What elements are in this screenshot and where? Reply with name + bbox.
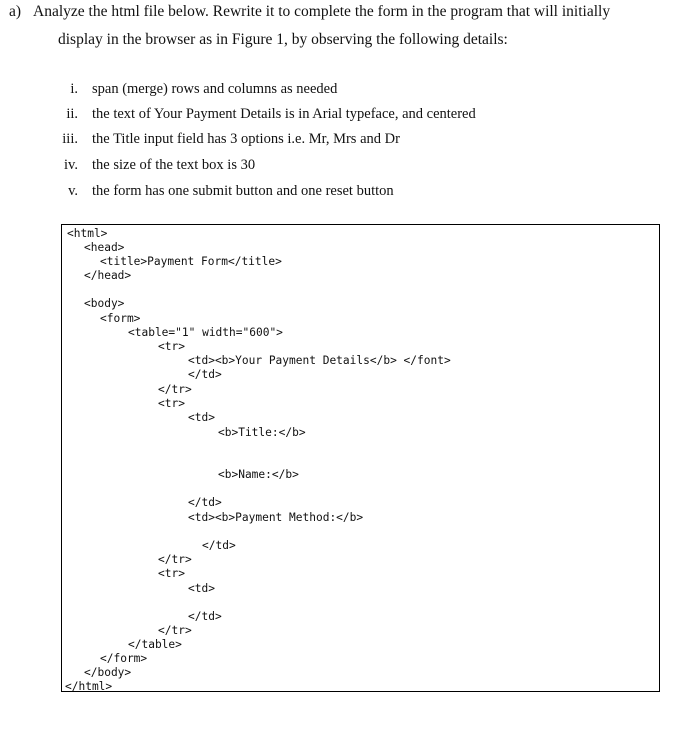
code-line: </td> <box>188 368 222 381</box>
requirement-number: iii. <box>62 131 78 147</box>
code-line: <tr> <box>158 567 185 580</box>
question-text-line-2: display in the browser as in Figure 1, by observing the following details: <box>58 31 508 48</box>
requirement-number: ii. <box>66 106 78 122</box>
requirement-number: i. <box>70 81 78 97</box>
question-label: a) <box>9 3 22 20</box>
code-line: <head> <box>84 241 125 254</box>
code-line: </body> <box>84 666 132 679</box>
code-line: <body> <box>84 297 125 310</box>
requirement-text: the Title input field has 3 options i.e. Mr, Mrs and Dr <box>92 131 400 147</box>
code-line: </form> <box>100 652 148 665</box>
code-line: <b>Name:</b> <box>218 468 299 481</box>
requirement-number: iv. <box>64 157 78 173</box>
code-line: </table> <box>128 638 182 651</box>
code-line: </tr> <box>158 383 192 396</box>
code-line: <title>Payment Form</title> <box>100 255 282 268</box>
code-line: <table="1" width="600"> <box>128 326 283 339</box>
code-line: </tr> <box>158 624 192 637</box>
question-text-line-1: Analyze the html file below. Rewrite it to complete the form in the program that will initially <box>33 3 611 20</box>
code-line: </tr> <box>158 553 192 566</box>
code-line: <td> <box>188 582 215 595</box>
code-line: <tr> <box>158 340 185 353</box>
requirement-text: span (merge) rows and columns as needed <box>92 81 338 97</box>
code-line: <td> <box>188 411 215 424</box>
code-line: </td> <box>188 496 222 509</box>
requirement-text: the form has one submit button and one reset button <box>92 183 394 199</box>
code-line: </td> <box>188 610 222 623</box>
code-line: <td><b>Payment Method:</b> <box>188 511 364 524</box>
code-listing-box <box>61 224 660 692</box>
code-line: <b>Title:</b> <box>218 426 306 439</box>
requirement-number: v. <box>68 183 78 199</box>
code-line: <tr> <box>158 397 185 410</box>
code-line: </td> <box>202 539 236 552</box>
code-line: <html> <box>67 227 108 240</box>
code-line: </html> <box>65 680 113 693</box>
requirement-text: the text of Your Payment Details is in Arial typeface, and centered <box>92 106 476 122</box>
code-line: <td><b>Your Payment Details</b> </font> <box>188 354 451 367</box>
requirement-text: the size of the text box is 30 <box>92 157 256 173</box>
code-line: </head> <box>84 269 132 282</box>
code-line: <form> <box>100 312 141 325</box>
